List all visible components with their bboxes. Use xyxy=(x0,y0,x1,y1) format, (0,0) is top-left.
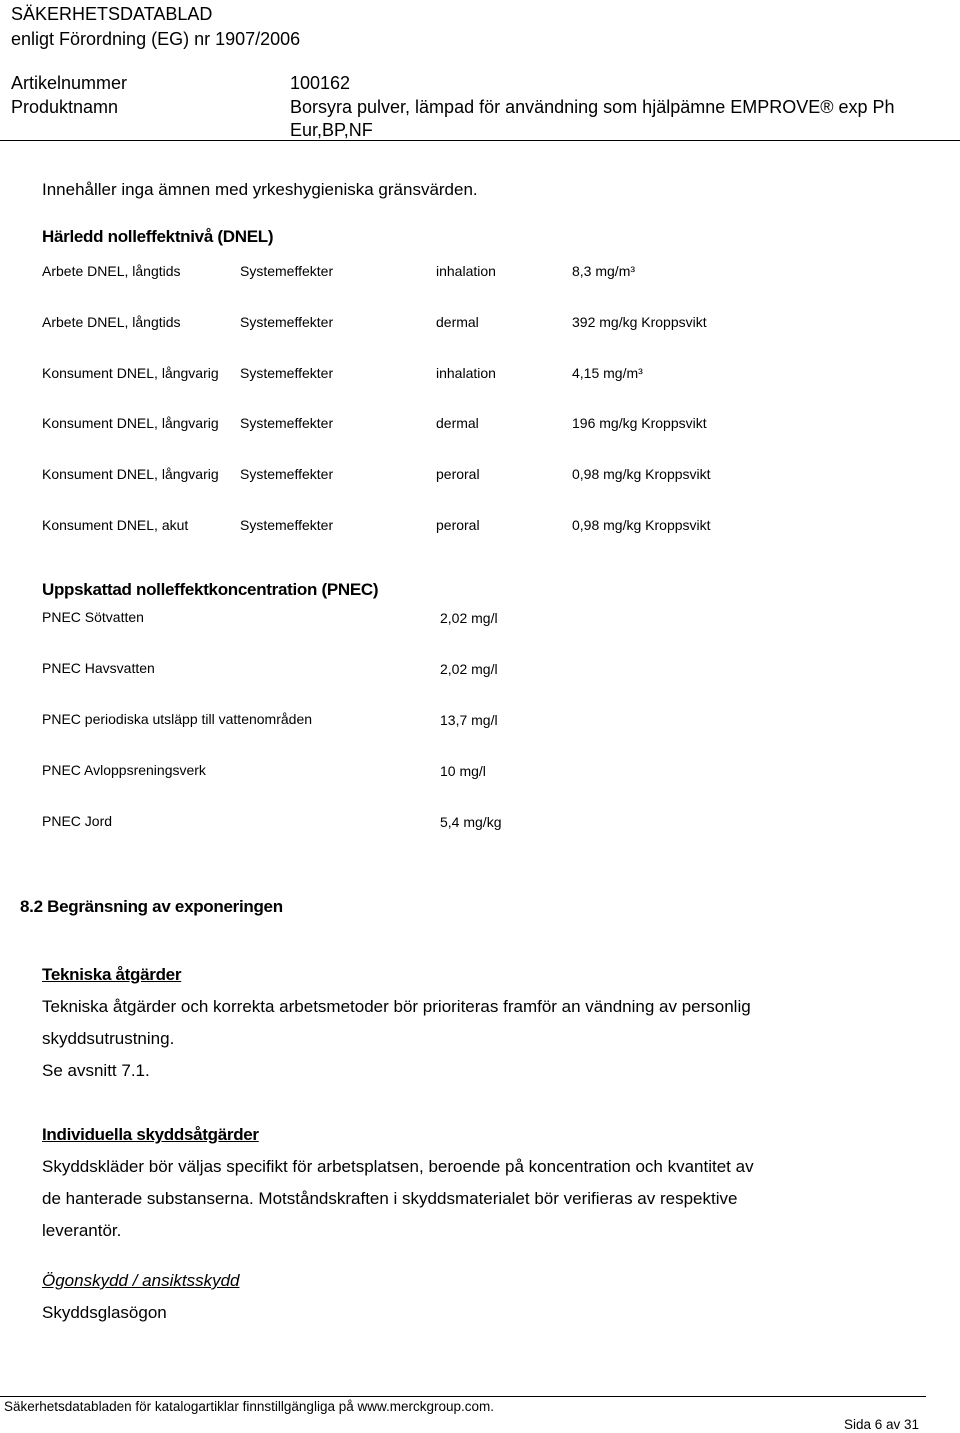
dnel-cell: Konsument DNEL, långvarig xyxy=(42,365,219,381)
individual-line: Skyddskläder bör väljas specifikt för arbetsplatsen, beroende på koncentration och kvantitet av xyxy=(42,1157,754,1176)
pnec-cell: PNEC periodiska utsläpp till vattenområden xyxy=(42,711,313,727)
technical-line: Tekniska åtgärder och korrekta arbetsmetoder bör prioriteras framför an vändning av personlig xyxy=(42,997,751,1016)
dnel-cell: dermal xyxy=(436,415,479,431)
technical-measures-heading: Tekniska åtgärder xyxy=(42,965,182,984)
header-divider xyxy=(0,140,960,141)
dnel-cell: Arbete DNEL, långtids xyxy=(42,314,181,330)
technical-line: Se avsnitt 7.1. xyxy=(42,1061,150,1080)
dnel-cell: Systemeffekter xyxy=(240,314,334,330)
dnel-heading: Härledd nolleffektnivå (DNEL) xyxy=(42,227,274,246)
individual-line: de hanterade substanserna. Motståndskraften i skyddsmaterialet bör verifieras av respektive xyxy=(42,1189,738,1208)
technical-measures-text xyxy=(42,991,922,1087)
product-name-value-line1: Borsyra pulver, lämpad för användning som hjälpämne EMPROVE® exp Ph xyxy=(290,97,895,117)
dnel-cell: Konsument DNEL, akut xyxy=(42,517,189,533)
pnec-cell: 13,7 mg/l xyxy=(440,712,498,728)
dnel-cell: Systemeffekter xyxy=(240,466,334,482)
pnec-cell: 2,02 mg/l xyxy=(440,661,498,677)
dnel-cell: peroral xyxy=(436,517,480,533)
individual-measures-heading: Individuella skyddsåtgärder xyxy=(42,1125,259,1144)
dnel-cell: Systemeffekter xyxy=(240,415,334,431)
dnel-cell: 392 mg/kg Kroppsvikt xyxy=(572,314,707,330)
pnec-cell: 2,02 mg/l xyxy=(440,610,498,626)
pnec-cell: PNEC Jord xyxy=(42,813,113,829)
dnel-cell: Konsument DNEL, långvarig xyxy=(42,466,219,482)
dnel-cell: Arbete DNEL, långtids xyxy=(42,263,181,279)
intro-text: Innehåller inga ämnen med yrkeshygieniska gränsvärden. xyxy=(42,180,478,199)
dnel-cell: 4,15 mg/m³ xyxy=(572,365,643,381)
product-name-label: Produktnamn xyxy=(11,97,119,117)
dnel-cell: Konsument DNEL, långvarig xyxy=(42,415,219,431)
pnec-cell: 10 mg/l xyxy=(440,763,486,779)
product-name-value-line2: Eur,BP,NF xyxy=(290,120,373,140)
pnec-cell: PNEC Sötvatten xyxy=(42,609,144,625)
dnel-cell: dermal xyxy=(436,314,479,330)
dnel-cell: inhalation xyxy=(436,263,496,279)
eye-protection-heading: Ögonskydd / ansiktsskydd xyxy=(42,1271,240,1290)
article-number-label: Artikelnummer xyxy=(11,73,128,93)
dnel-cell: Systemeffekter xyxy=(240,517,334,533)
pnec-cell: 5,4 mg/kg xyxy=(440,814,502,830)
dnel-cell: Systemeffekter xyxy=(240,365,334,381)
dnel-cell: 0,98 mg/kg Kroppsvikt xyxy=(572,466,711,482)
regulation-line: enligt Förordning (EG) nr 1907/2006 xyxy=(11,29,301,49)
document-title: SÄKERHETSDATABLAD xyxy=(11,4,213,24)
pnec-cell: PNEC Havsvatten xyxy=(42,660,155,676)
footer-note: Säkerhetsdatabladen för katalogartiklar finnstillgängliga på www.merckgroup.com. xyxy=(4,1399,495,1414)
pnec-cell: PNEC Avloppsreningsverk xyxy=(42,762,206,778)
article-number-value: 100162 xyxy=(290,73,351,93)
dnel-cell: 0,98 mg/kg Kroppsvikt xyxy=(572,517,711,533)
dnel-cell: peroral xyxy=(436,466,480,482)
individual-measures-text xyxy=(42,1151,922,1247)
technical-line: skyddsutrustning. xyxy=(42,1029,175,1048)
section-8-2-heading: 8.2 Begränsning av exponeringen xyxy=(20,897,283,916)
dnel-cell: inhalation xyxy=(436,365,496,381)
individual-line: leverantör. xyxy=(42,1221,122,1240)
eye-protection-text: Skyddsglasögon xyxy=(42,1303,167,1322)
footer-divider xyxy=(0,1396,926,1397)
page-number: Sida 6 av 31 xyxy=(844,1417,920,1432)
dnel-cell: 8,3 mg/m³ xyxy=(572,263,636,279)
pnec-heading: Uppskattad nolleffektkoncentration (PNEC) xyxy=(42,580,379,599)
dnel-cell: Systemeffekter xyxy=(240,263,334,279)
dnel-cell: 196 mg/kg Kroppsvikt xyxy=(572,415,707,431)
